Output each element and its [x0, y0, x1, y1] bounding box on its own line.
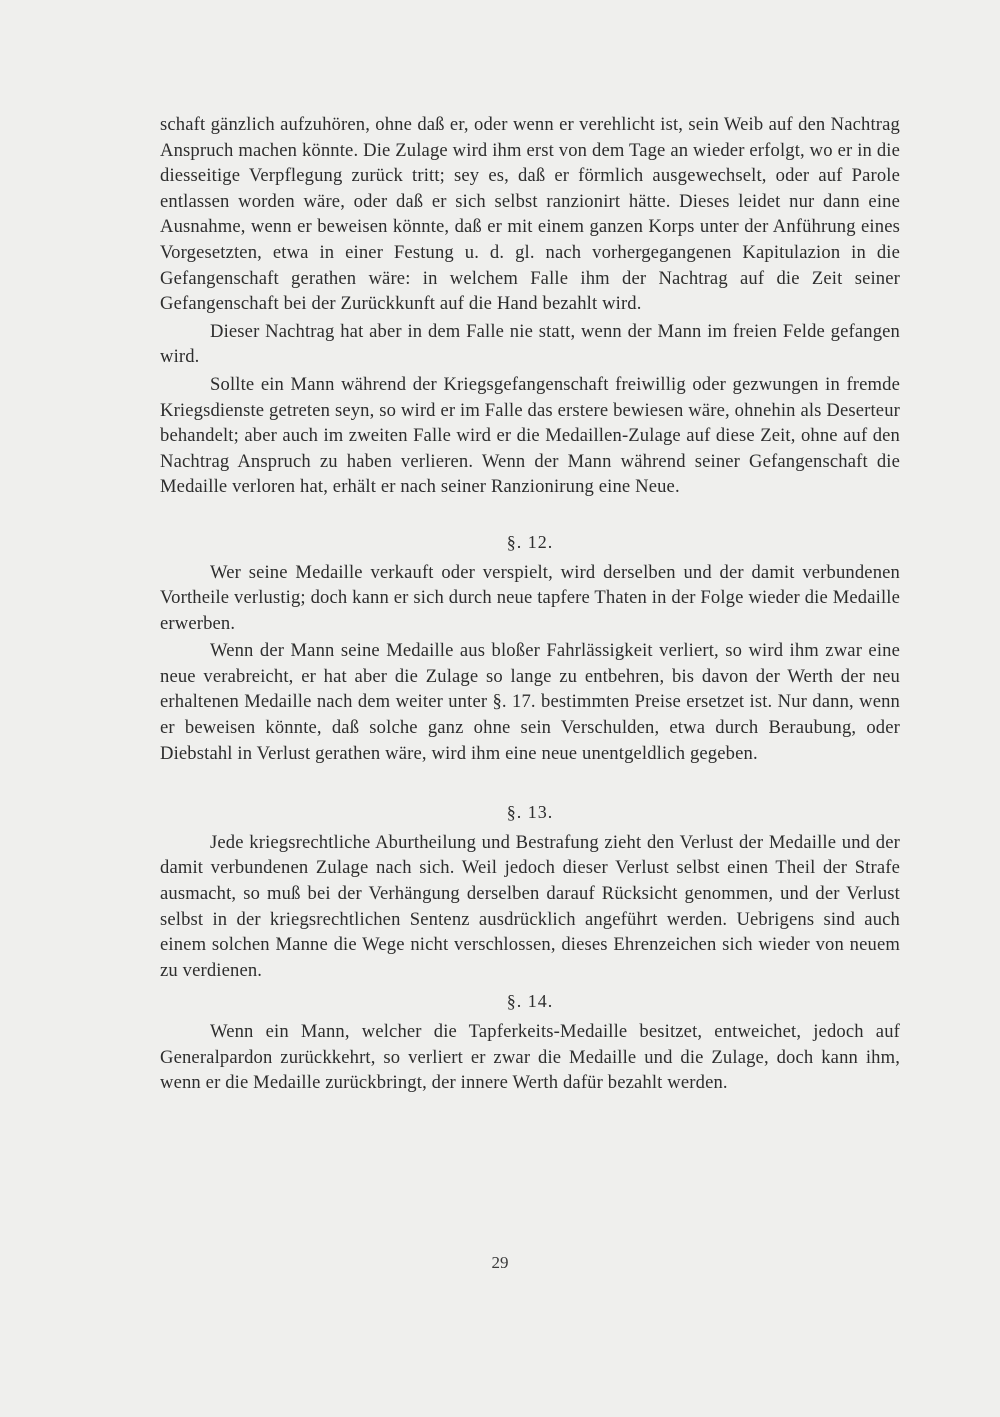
paragraph: Wenn ein Mann, welcher die Tapferkeits-Medaille besitzet, entweichet, jedoch auf Generalpardon zurückkehrt, so verliert er zwar die Medaille und die Zulage, doch kann ihm, wenn er die Medaille zurückbringt, der innere Werth dafür bezahlt werden.	[160, 1021, 900, 1094]
section-heading-13: §. 13.	[506, 802, 554, 823]
text-body	[160, 112, 900, 1096]
paragraph-continuation: schaft gänzlich aufzuhören, ohne daß er, oder wenn er verehlicht ist, sein Weib auf den Nachtrag Anspruch machen könnte. Die Zulage wird ihm erst von dem Tage an wieder erfolgt, wo er in die diesseitige Verpflegung zurück tritt; sey es, daß er förmlich ausgewechselt, oder auf Parole entlassen worden wäre, oder daß er sich selbst ranzionirt hätte. Dieses leidet nur dann eine Ausnahme, wenn er beweisen könnte, daß er mit einem ganzen Korps unter der Anführung eines Vorgesetzten, etwa in einer Festung u. d. gl. nach vorhergegangenen Kapitulazion in die Gefangenschaft gerathen wäre: in welchem Falle ihm der Nachtrag auf die Zeit seiner Gefangenschaft bei der Zurückkunft auf die Hand bezahlt wird.	[160, 114, 900, 315]
section-heading-12: §. 12.	[506, 531, 554, 552]
paragraph: Dieser Nachtrag hat aber in dem Falle nie statt, wenn der Mann im freien Felde gefangen wird.	[160, 320, 900, 368]
paragraph: Sollte ein Mann während der Kriegsgefangenschaft freiwillig oder gezwungen in fremde Kriegsdienste getreten seyn, so wird er im Falle das erstere bewiesen wäre, ohnehin als Deserteur behandelt; aber auch im zweiten Falle wird er die Medaillen-Zulage auf diese Zeit, ohne auf den Nachtrag Anspruch zu haben verlieren. Wenn der Mann während seiner Gefangenschaft die Medaille verloren hat, erhält er nach seiner Ranzionirung eine Neue.	[160, 373, 900, 498]
paragraph: Jede kriegsrechtliche Aburtheilung und Bestrafung zieht den Verlust der Medaille und der damit verbundenen Zulage nach sich. Weil jedoch dieser Verlust selbst einen Theil der Strafe ausmacht, so muß bei der Verhängung derselben darauf Rücksicht genommen, und der Verlust selbst in der kriegsrechtlichen Sentenz ausdrücklich angeführt werden. Uebrigens sind auch einem solchen Manne die Wege nicht verschlossen, dieses Ehrenzeichen sich wieder von neuem zu verdienen.	[160, 831, 900, 981]
paragraph: Wenn der Mann seine Medaille aus bloßer Fahrlässigkeit verliert, so wird ihm zwar eine neue verabreicht, er hat aber die Zulage so lange zu entbehren, bis davon der Werth der neu erhaltenen Medaille nach dem weiter unter §. 17. bestimmten Preise ersetzet ist. Nur dann, wenn er beweisen könnte, daß solche ganz ohne sein Verschulden, etwa durch Beraubung, oder Diebstahl in Verlust gerathen wäre, wird ihm eine neue unentgeldlich gegeben.	[160, 640, 900, 764]
paragraph: Wer seine Medaille verkauft oder verspielt, wird derselben und der damit verbundenen Vortheile verlustig; doch kann er sich durch neue tapfere Thaten in der Folge wieder die Medaille erwerben.	[160, 561, 900, 634]
page-number: 29	[491, 1253, 509, 1272]
section-heading-14: §. 14.	[506, 991, 554, 1012]
